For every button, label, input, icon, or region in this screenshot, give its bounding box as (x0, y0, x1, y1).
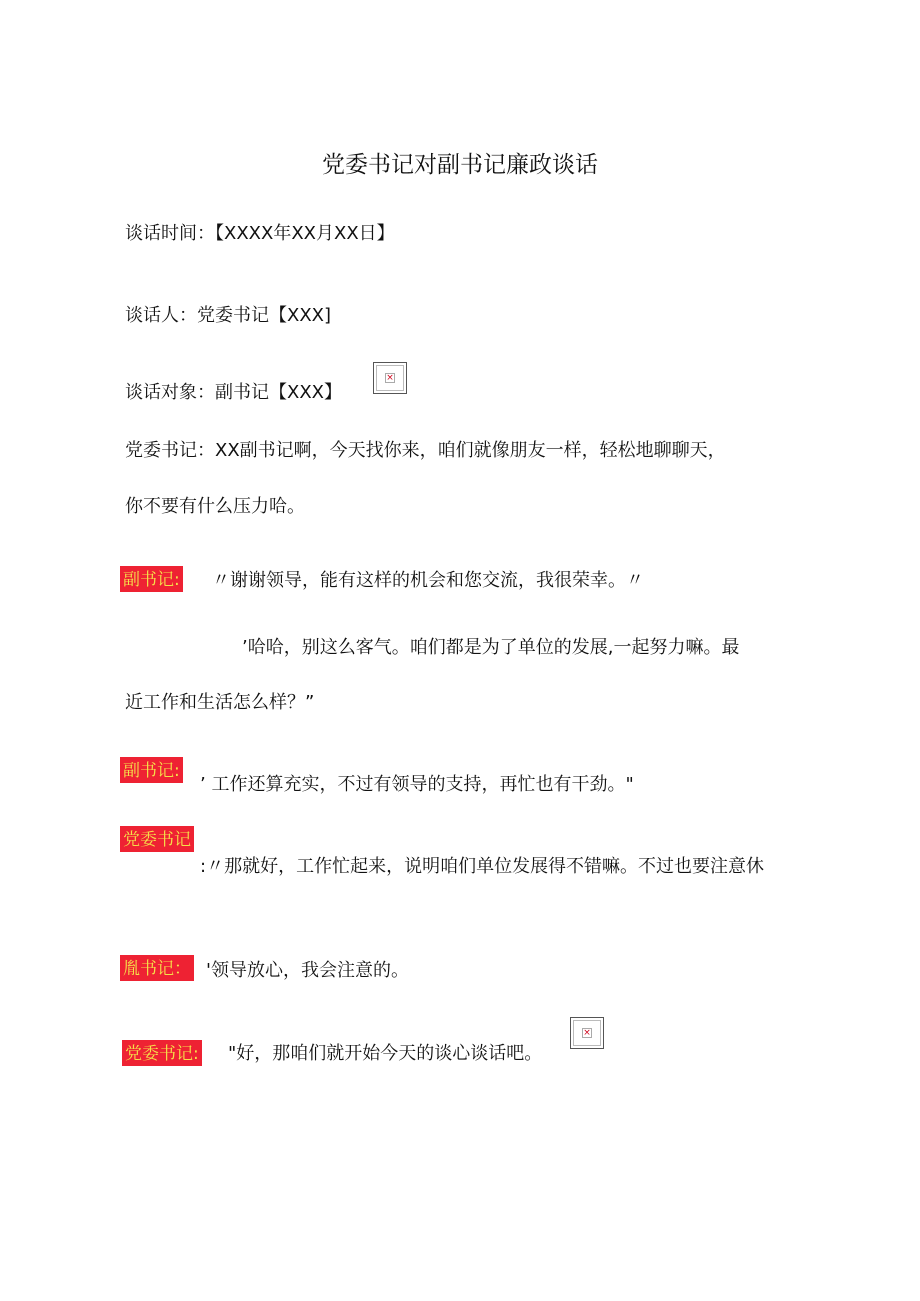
dialogue-line-2: 〃谢谢领导，能有这样的机会和您交流，我很荣幸。〃 (212, 570, 644, 591)
dialogue-line-3a: ’哈哈，别这么客气。咱们都是为了单位的发展,一起努力嘛。最 (242, 637, 740, 658)
dialogue-line-1b: 你不要有什么压力哈。 (125, 496, 305, 517)
meta-time: 谈话时间：【XXXX年XX月XX日】 (125, 223, 395, 244)
dialogue-line-6: '领导放心，我会注意的。 (206, 960, 409, 981)
dialogue-line-4: ’ 工作还算充实，不过有领导的支持，再忙也有干劲。" (200, 774, 634, 795)
dialogue-line-1a: 党委书记：XX副书记啊，今天找你来，咱们就像朋友一样，轻松地聊聊天， (125, 440, 726, 461)
speaker-tag-secretary: 党委书记 (120, 826, 194, 852)
document-title: 党委书记对副书记廉政谈话 (322, 152, 598, 178)
broken-image-icon (373, 362, 407, 394)
speaker-tag-deputy: 副书记: (120, 566, 183, 592)
meta-speaker: 谈话人：党委书记【XXX] (125, 305, 332, 326)
meta-target: 谈话对象：副书记【XXX】 (125, 382, 342, 403)
speaker-tag-secretary: 党委书记: (122, 1040, 202, 1066)
broken-image-glyph: × (386, 373, 394, 383)
dialogue-line-3b: 近工作和生活怎么样？” (125, 692, 315, 713)
speaker-tag-deputy: 副书记: (120, 757, 183, 783)
broken-image-glyph: × (583, 1028, 591, 1038)
broken-image-icon (570, 1017, 604, 1049)
dialogue-line-7: "好，那咱们就开始今天的谈心谈话吧。 (228, 1043, 543, 1064)
speaker-tag-deputy: 胤书记： (120, 955, 194, 981)
dialogue-line-5: :〃那就好，工作忙起来，说明咱们单位发展得不错嘛。不过也要注意休 (200, 856, 765, 877)
